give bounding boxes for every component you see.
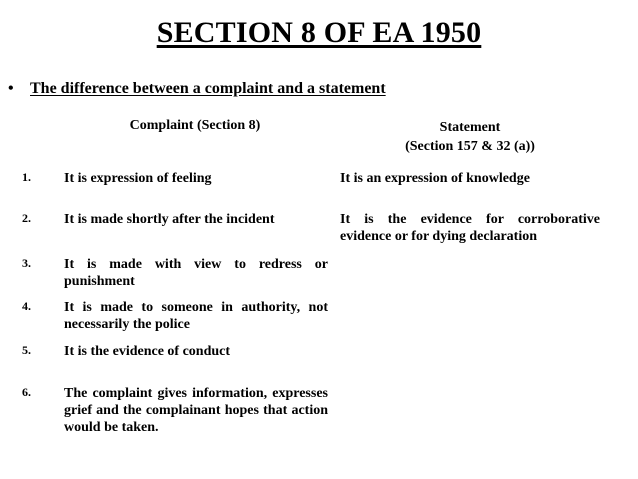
column-header-complaint: Complaint (Section 8) [129, 118, 261, 133]
row-number: 1. [22, 170, 31, 184]
complaint-cell: It is made with view to redress or punishment [64, 257, 328, 289]
complaint-cell: It is made to someone in authority, not necessarily the police [64, 300, 328, 332]
bullet-icon: • [8, 80, 14, 97]
bullet-point [8, 80, 386, 98]
page-title: SECTION 8 OF EA 1950 [156, 16, 482, 49]
complaint-cell: It is expression of feeling [64, 171, 212, 186]
column-header-statement-title: Statement [439, 120, 501, 135]
row-number: 2. [22, 211, 31, 225]
complaint-cell: The complaint gives information, expresses grief and the complainant hopes that action would be taken. [64, 386, 328, 435]
row-number: 4. [22, 299, 31, 313]
row-number: 3. [22, 256, 31, 270]
bullet-text: The difference between a complaint and a statement [30, 80, 386, 97]
statement-cell: It is an expression of knowledge [340, 171, 530, 186]
row-number: 5. [22, 343, 31, 357]
column-header-statement-sections: (Section 157 & 32 (a)) [405, 139, 535, 154]
column-header-statement [340, 118, 600, 156]
statement-cell: It is the evidence for corroborative evidence or for dying declaration [340, 212, 600, 244]
complaint-cell: It is made shortly after the incident [64, 212, 275, 227]
complaint-cell: It is the evidence of conduct [64, 344, 231, 359]
row-number: 6. [22, 385, 31, 399]
